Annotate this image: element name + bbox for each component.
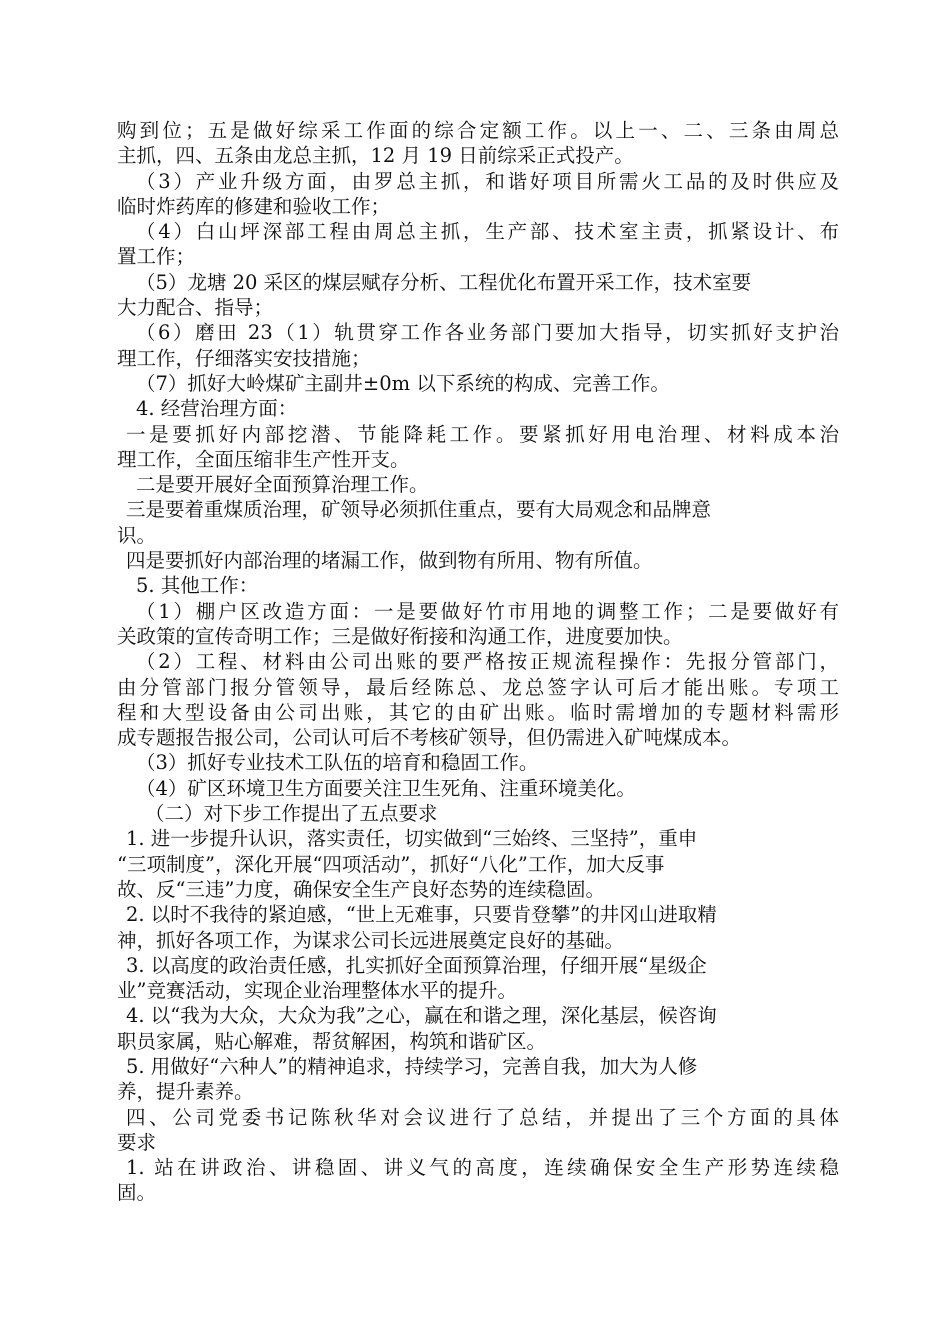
- text-line: 置工作；: [117, 245, 196, 269]
- text-line: 主抓，四、五条由龙总主抓，12 月 19 日前综采正式投产。: [117, 144, 634, 168]
- text-line: 程和大型设备由公司出账，其它的由矿出账。临时需增加的专题材料需形: [117, 700, 839, 724]
- text-line: 职员家属，贴心解难，帮贫解困，构筑和谐矿区。: [117, 1029, 547, 1053]
- text-line: 要求: [117, 1130, 157, 1154]
- text-line: 二是要开展好全面预算治理工作。: [136, 473, 429, 497]
- text-line: 识。: [117, 523, 157, 547]
- document-body: [117, 118, 839, 1206]
- text-line: （5）龙塘 20 采区的煤层赋存分析、工程优化布置开采工作，技术室要: [136, 270, 752, 294]
- text-line: 四是要抓好内部治理的堵漏工作，做到物有所用、物有所值。: [126, 549, 653, 573]
- text-line: （4）矿区环境卫生方面要关注卫生死角、注重环境美化。: [136, 776, 636, 800]
- text-line: 关政策的宣传奇明工作；三是做好衔接和沟通工作，进度要加快。: [117, 624, 683, 648]
- section-heading: 四、公司党委书记陈秋华对会议进行了总结，并提出了三个方面的具体: [126, 1105, 839, 1129]
- text-line: 业”竞赛活动，实现企业治理整体水平的提升。: [117, 979, 517, 1003]
- text-line: （7）抓好大岭煤矿主副井±0m 以下系统的构成、完善工作。: [136, 371, 670, 395]
- text-line: 成专题报告报公司，公司认可后不考核矿领导，但仍需进入矿吨煤成本。: [117, 726, 742, 750]
- text-line: （3）产业升级方面，由罗总主抓，和谐好项目所需火工品的及时供应及: [136, 169, 839, 193]
- text-line: （6）磨田 23（1）轨贯穿工作各业务部门要加大指导，切实抓好支护治: [136, 321, 839, 345]
- text-line: （1）棚户区改造方面：一是要做好竹市用地的调整工作；二是要做好有: [136, 599, 839, 623]
- text-line: （4）白山坪深部工程由周总主抓，生产部、技术室主责，抓紧设计、布: [136, 220, 839, 244]
- text-line: 3. 以高度的政治责任感，扎实抓好全面预算治理，仔细开展“星级企: [126, 953, 707, 977]
- text-line: 4. 以“我为大众，大众为我”之心，赢在和谐之理，深化基层，候咨询: [126, 1004, 717, 1028]
- text-line: 理工作，全面压缩非生产性开支。: [117, 447, 410, 471]
- text-line: 养，提升素养。: [117, 1080, 254, 1104]
- text-line: 一是要抓好内部挖潜、节能降耗工作。要紧抓好用电治理、材料成本治: [126, 422, 839, 446]
- text-line: 三是要着重煤质治理，矿领导必须抓住重点，要有大局观念和品牌意: [126, 498, 712, 522]
- text-line: （2）工程、材料由公司出账的要严格按正规流程操作：先报分管部门，: [136, 650, 839, 674]
- text-line: 购到位；五是做好综采工作面的综合定额工作。以上一、二、三条由周总: [117, 119, 839, 142]
- text-line: 1. 进一步提升认识，落实责任，切实做到“三始终、三坚持”，重申: [126, 827, 698, 851]
- text-line: 5. 用做好“六种人”的精神追求，持续学习，完善自我，加大为人修: [126, 1054, 698, 1078]
- text-line: 2. 以时不我待的紧迫感，“世上无难事，只要肯登攀”的井冈山进取精: [126, 903, 717, 927]
- text-line: 神，抓好各项工作，为谋求公司长远进展奠定良好的基础。: [117, 928, 625, 952]
- text-line: “三项制度”，深化开展“四项活动”，抓好“八化”工作，加大反事: [117, 852, 665, 876]
- text-line: 由分管部门报分管领导，最后经陈总、龙总签字认可后才能出账。专项工: [117, 675, 839, 699]
- section-heading: 5. 其他工作：: [136, 574, 259, 598]
- text-line: 大力配合、指导；: [117, 296, 274, 320]
- text-line: 理工作，仔细落实安技措施；: [117, 346, 371, 370]
- text-line: （3）抓好专业技术工队伍的培育和稳固工作。: [136, 751, 539, 775]
- text-line: 1. 站在讲政治、讲稳固、讲义气的高度，连续确保安全生产形势连续稳: [126, 1156, 839, 1180]
- text-line: 临时炸药库的修建和验收工作；: [117, 194, 391, 218]
- text-line: 固。: [117, 1181, 157, 1205]
- section-heading: 4. 经营治理方面：: [136, 397, 298, 421]
- section-heading: （二）对下步工作提出了五点要求: [145, 802, 438, 826]
- text-line: 故、反“三违”力度，确保安全生产良好态势的连续稳固。: [117, 877, 605, 901]
